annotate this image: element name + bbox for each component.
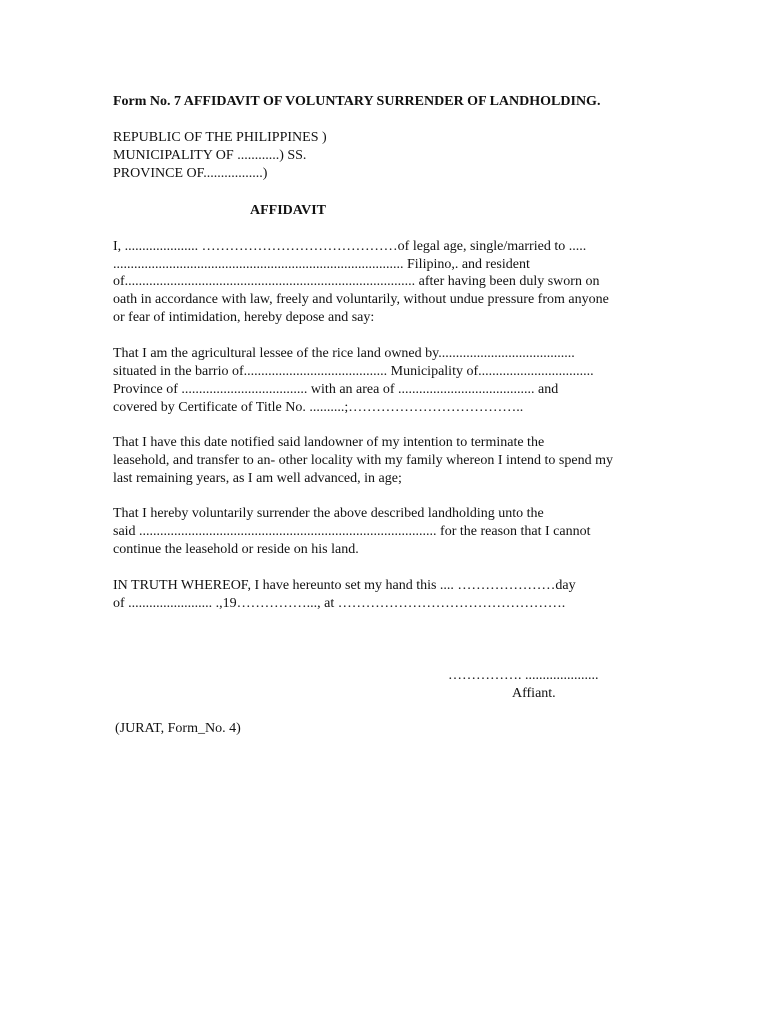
jurat-reference: (JURAT, Form_No. 4) <box>115 721 241 736</box>
p2-line-1: That I am the agricultural lessee of the rice land owned by....................................... <box>113 346 575 361</box>
p4-line-3: continue the leasehold or reside on his land. <box>113 542 359 557</box>
p2-line-2: situated in the barrio of......................................... Municipality of................................. <box>113 364 594 379</box>
p2-line-3: Province of .................................... with an area of ....................................... and <box>113 382 559 397</box>
p5-line-2: of ........................ .,19……………..., at …………………………………………. <box>113 596 566 611</box>
p3-line-2: leasehold, and transfer to an- other locality with my family whereon I intend to spend my <box>113 453 613 468</box>
p1-line-4: oath in accordance with law, freely and voluntarily, without undue pressure from anyone <box>113 292 609 307</box>
signature-line: ……………. ..................... <box>448 668 599 683</box>
p1-line-3: of................................................................................... after having been duly sworn on <box>113 274 600 289</box>
p2-line-4: covered by Certificate of Title No. ..........;……………………………….. <box>113 400 524 415</box>
form-title: Form No. 7 AFFIDAVIT OF VOLUNTARY SURRENDER OF LANDHOLDING. <box>113 94 601 109</box>
p5-line-1: IN TRUTH WHEREOF, I have hereunto set my hand this .... …………………day <box>113 578 576 593</box>
affidavit-heading: AFFIDAVIT <box>250 203 326 218</box>
p1-line-5: or fear of intimidation, hereby depose and say: <box>113 310 375 325</box>
p3-line-3: last remaining years, as I am well advanced, in age; <box>113 471 402 486</box>
p3-line-1: That I have this date notified said landowner of my intention to terminate the <box>113 435 545 450</box>
p1-line-2: ................................................................................... Filipino,. and resident <box>113 257 530 272</box>
p1-line-1: I, ..................... ……………………………………of legal age, single/married to ..... <box>113 239 587 254</box>
caption-republic: REPUBLIC OF THE PHILIPPINES ) <box>113 130 327 145</box>
caption-province: PROVINCE OF.................) <box>113 166 268 181</box>
p4-line-2: said ..................................................................................... for the reason that I cannot <box>113 524 591 539</box>
affiant-label: Affiant. <box>512 686 556 701</box>
p4-line-1: That I hereby voluntarily surrender the above described landholding unto the <box>113 506 544 521</box>
caption-municipality: MUNICIPALITY OF ............) SS. <box>113 148 307 163</box>
